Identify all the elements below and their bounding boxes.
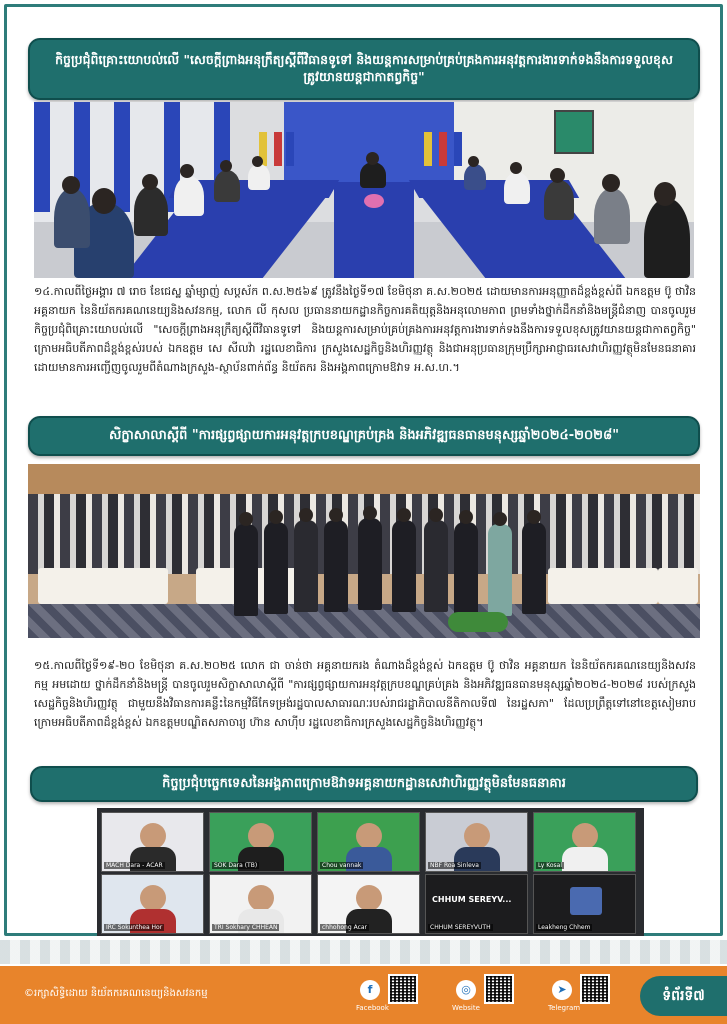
video-tile [533, 874, 636, 934]
zoom-meeting-title-text: កិច្ចប្រជុំបច្ចេកទេសនៃអង្គភាពក្រោមឱវាទអគ្គនាយកដ្ឋានសេវាហិរញ្ញវត្ថុមិនមែនធនាគារ [162, 776, 566, 792]
website-qr-code [484, 974, 514, 1004]
video-tile [425, 874, 528, 934]
website-icon: ◎ [456, 980, 476, 1000]
meeting-title-text: កិច្ចប្រជុំពិគ្រោះយោបល់លើ "សេចក្តីព្រាងអនុក្រឹត្យស្តីពីវិធានទូទៅ និងយន្តការសម្រាប់គ្រប់គ្រងការអនុវត្តការងារទាក់ទងនឹងការទទួលខុសត្រូវយានយន្តជាកាតព្វកិច្ច" [55, 52, 673, 84]
website-link[interactable] [452, 974, 526, 1018]
workshop-paragraph: ១៥.កាលពីថ្ងៃទី១៩-២០ ខែមិថុនា គ.ស.២០២៥ លោក ជា ចាន់ថា អគ្គនាយករង តំណាងដ៏ខ្ពង់ខ្ពស់ ឯកឧត្តម ប៊ូ ថាវិន អគ្គនាយក នៃនិយ័តករគណនេយ្យនិងសវនកម្ម អមដោយ ថ្នាក់ដឹកនាំនិងមន្ត្រី បានចូលរួមសិក្ខាសាលាស្តីពី "ការផ្សព្វផ្សាយការអនុវត្តក្របខណ្ឌគ្រប់គ្រង និងអភិវឌ្ឍធនធានមនុស្សឆ្នាំ២០២៤-២០២៨ របស់ក្រសួងសេដ្ឋកិច្ចនិងហិរញ្ញវត្ថុ ជាមួយនឹងវិធានការគន្លឹះនៃកម្មវិធីកែទម្រង់រដ្ឋបាលសាធារណៈរបស់រាជរដ្ឋាភិបាលនីតិកាលទី៧ នៃរដ្ឋសភា" ដែលប្រព្រឹត្តទៅនៅខេត្តសៀមរាប ក្រោមអធិបតីភាពដ៏ខ្ពង់ខ្ពស់ ឯកឧត្តមបណ្ឌិតសភាចារ្យ ហ៊ាន សាហ៊ីប រដ្ឋលេខាធិការក្រសួងសេដ្ឋកិច្ចនិងហិរញ្ញវត្ថុ។ [34, 659, 696, 729]
participant-name: TRI Sokhary CHHEAN [214, 924, 278, 931]
page-number-tab [640, 976, 727, 1016]
website-label: Website [452, 1004, 480, 1012]
participant-name: MACH Dara - ACAR [106, 862, 163, 869]
decorative-ornament-strip [0, 940, 727, 964]
telegram-qr-code [580, 974, 610, 1004]
video-tile [317, 874, 420, 934]
video-tile [101, 874, 204, 934]
meeting-room-photo [34, 102, 694, 278]
participant-name: Leakheng Chhem [538, 924, 591, 931]
video-tile [209, 874, 312, 934]
video-tile [317, 812, 420, 872]
video-tile [209, 812, 312, 872]
video-tile [425, 812, 528, 872]
participant-name: SOK Dara (TB) [214, 862, 258, 869]
participant-name: Ly Kosal [538, 862, 563, 869]
participant-name: chhohong Acar [322, 924, 368, 931]
facebook-label: Facebook [356, 1004, 389, 1012]
zoom-meeting-screenshot [97, 808, 644, 936]
facebook-qr-code [388, 974, 418, 1004]
participant-name: IRC Sokunthea Hor [106, 924, 163, 931]
participant-name: NBF Roa Sinleva [430, 862, 479, 869]
telegram-label: Telegram [548, 1004, 581, 1012]
copyright-text: ©រក្សាសិទ្ធិដោយ និយ័តករគណនេយ្យនិងសវនកម្ម [24, 988, 208, 999]
workshop-group-photo [28, 464, 700, 638]
zoom-meeting-title-banner [30, 766, 698, 802]
video-tile [101, 812, 204, 872]
facebook-icon: f [360, 980, 380, 1000]
facebook-link[interactable] [356, 974, 430, 1018]
participant-name: CHHUM SEREYVUTH [430, 924, 491, 931]
page-number: ទំព័រទី៧ [662, 987, 705, 1004]
participant-name: Chou vannak [322, 862, 362, 869]
workshop-title-banner [28, 416, 700, 456]
video-tile [533, 812, 636, 872]
telegram-link[interactable] [548, 974, 622, 1018]
meeting-title-banner [28, 38, 700, 100]
meeting-paragraph: ១៤.កាលពីថ្ងៃអង្គារ ៧ រោច ខែជេស្ឋ ឆ្នាំម្សាញ់ សប្តស័ក ព.ស.២៥៦៩ ត្រូវនឹងថ្ងៃទី១៧ ខែមិថុនា គ.ស.២០២៥ ដោយមានការអនុញ្ញាតដ៏ខ្ពង់ខ្ពស់ពី ឯកឧត្តម ប៊ូ ថាវិន អគ្គនាយក នៃនិយ័តករគណនេយ្យនិងសវនកម្ម, លោក លី កុសល ប្រធាននាយកដ្ឋានកិច្ចការគតិយុត្តនិងអនុលោមភាព ព្រមទាំងថ្នាក់ដឹកនាំនិងមន្ត្រីជំនាញ បានចូលរួមកិច្ចប្រជុំពិគ្រោះយោបល់លើ "សេចក្តីព្រាងអនុក្រឹត្យស្តីពីវិធានទូទៅ និងយន្តការសម្រាប់គ្រប់គ្រងការអនុវត្តការងារទាក់ទងនឹងការទទួលខុសត្រូវយានយន្តជាកាតព្វកិច្ច" ក្រោមអធិបតីភាពដ៏ខ្ពង់ខ្ពស់របស់ ឯកឧត្តម សេ សីលវ៉ា រដ្ឋលេខាធិការ ក្រសួងសេដ្ឋកិច្ចនិងហិរញ្ញវត្ថុ និងជាអនុប្រធានក្រុមប្រឹក្សាអាជ្ញាធរសេវាហិរញ្ញវត្ថុមិនមែនធនាគារ ដោយមានការអញ្ជើញចូលរួមពីតំណាងក្រសួង-ស្ថាប័នពាក់ព័ន្ធ និយ័តករ និងអង្គភាពក្រោមឱវាទ អ.ស.ហ.។ [34, 285, 696, 374]
workshop-title-text: សិក្ខាសាលាស្តីពី "ការផ្សព្វផ្សាយការអនុវត្តក្របខណ្ឌគ្រប់គ្រង និងអភិវឌ្ឍធនធានមនុស្សឆ្នាំ២០២៤-២០២៨" [108, 428, 620, 444]
participant-name-large: CHHUM SEREYV... [432, 895, 512, 904]
telegram-icon: ➤ [552, 980, 572, 1000]
